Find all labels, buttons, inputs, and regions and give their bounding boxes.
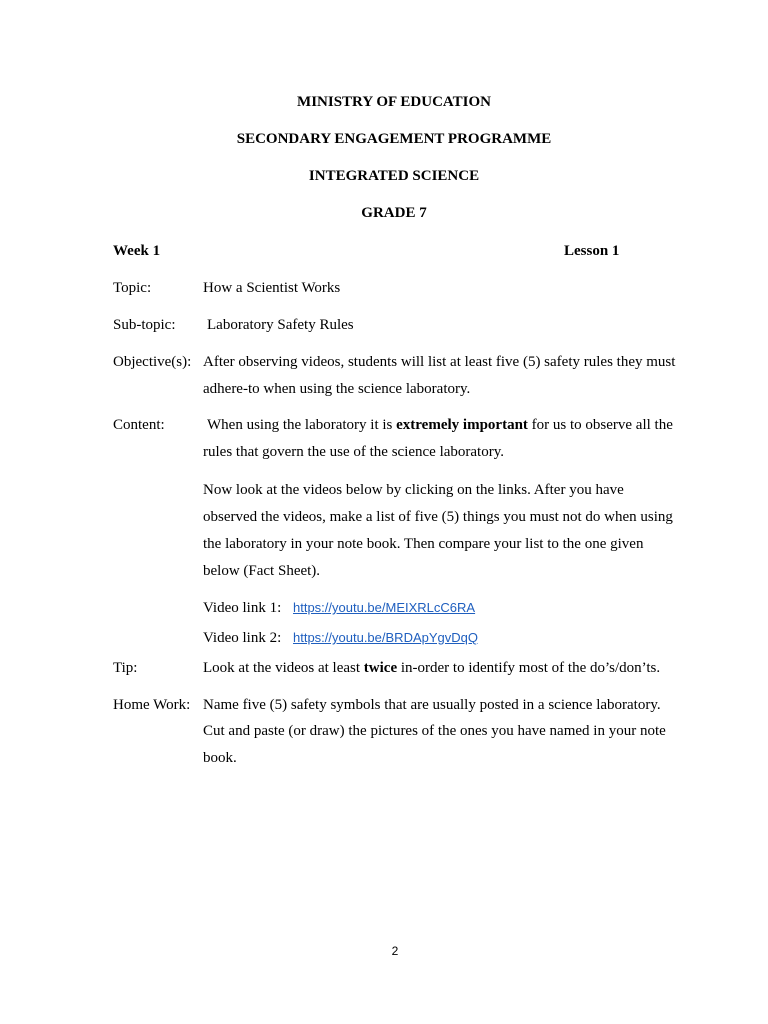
ministry-heading: MINISTRY OF EDUCATION	[297, 94, 491, 110]
content-paragraph-2-line-4: below (Fact Sheet).	[203, 563, 321, 579]
lesson-label: Lesson 1	[564, 243, 620, 259]
homework-line-2: Cut and paste (or draw) the pictures of the ones you have named in your note	[203, 723, 666, 739]
subtopic-label: Sub-topic:	[113, 317, 176, 333]
content-paragraph-1-line-1: When using the laboratory it is extremely important for us to observe all the	[207, 417, 673, 433]
video-link-1[interactable]	[293, 599, 475, 617]
week-label: Week 1	[113, 243, 161, 259]
video-link-2[interactable]	[293, 629, 478, 647]
video-link-2-label: Video link 2:	[203, 630, 282, 646]
topic-label: Topic:	[113, 280, 152, 296]
tip-label: Tip:	[113, 660, 138, 676]
content-paragraph-2-line-3: the laboratory in your note book. Then compare your list to the one given	[203, 536, 644, 552]
page-number: 2	[391, 944, 399, 958]
content-paragraph-2-line-1: Now look at the videos below by clicking on the links. After you have	[203, 482, 624, 498]
video-link-2-url[interactable]: https://youtu.be/BRDApYgvDqQ	[293, 630, 478, 645]
programme-heading: SECONDARY ENGAGEMENT PROGRAMME	[236, 131, 552, 147]
subtopic-value: Laboratory Safety Rules	[207, 317, 354, 333]
video-link-1-url[interactable]: https://youtu.be/MEIXRLcC6RA	[293, 600, 476, 615]
emphasis-text: extremely important	[396, 417, 528, 433]
topic-value: How a Scientist Works	[203, 280, 341, 296]
subject-heading: INTEGRATED SCIENCE	[308, 168, 480, 184]
homework-label: Home Work:	[113, 697, 191, 713]
grade-heading: GRADE 7	[361, 205, 427, 221]
objective-label: Objective(s):	[113, 354, 192, 370]
video-link-1-label: Video link 1:	[203, 600, 282, 616]
objective-line-2: adhere-to when using the science laboratory.	[203, 381, 471, 397]
tip-text: Look at the videos at least twice in-order to identify most of the do’s/don’ts.	[203, 660, 661, 676]
objective-line-1: After observing videos, students will list at least five (5) safety rules they must	[203, 354, 676, 370]
content-paragraph-2-line-2: observed the videos, make a list of five (5) things you must not do when using	[203, 509, 673, 525]
homework-line-1: Name five (5) safety symbols that are usually posted in a science laboratory.	[203, 697, 661, 713]
content-paragraph-1-line-2: rules that govern the use of the science laboratory.	[203, 444, 504, 460]
tip-emphasis: twice	[363, 660, 398, 676]
content-label: Content:	[113, 417, 165, 433]
homework-line-3: book.	[203, 750, 237, 766]
